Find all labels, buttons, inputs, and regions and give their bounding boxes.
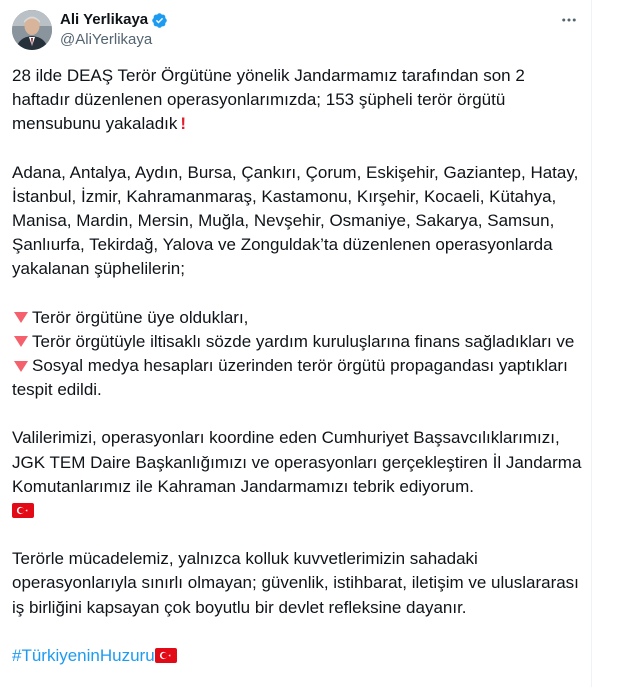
verified-badge-icon	[151, 12, 168, 29]
turkey-flag-icon	[155, 648, 177, 663]
red-triangle-down-icon	[14, 361, 28, 372]
display-name[interactable]: Ali Yerlikaya	[60, 11, 149, 28]
bullet-item	[12, 306, 582, 330]
bullet-item	[12, 354, 582, 402]
more-options-icon[interactable]	[559, 10, 579, 30]
red-triangle-down-icon	[14, 312, 28, 323]
hashtag-link[interactable]: #TürkiyeninHuzuru	[12, 645, 155, 665]
avatar[interactable]	[12, 10, 52, 50]
paragraph-congrats	[12, 426, 582, 523]
post-text	[12, 64, 582, 668]
paragraph-intro-text: 28 ilde DEAŞ Terör Örgütüne yönelik Jandarmamız tarafından son 2 haftadır düzenlenen operasyonlarımızda; 153 şüpheli terör örgütü mensubunu yakaladık	[12, 66, 525, 134]
bullet-text: Sosyal medya hesapları üzerinden terör örgütü propagandası yaptıkları tespit edildi.	[12, 356, 568, 400]
bullet-text: Terör örgütüne üye oldukları,	[32, 307, 249, 327]
red-exclamation-icon: !	[180, 114, 187, 134]
hashtag-line	[12, 644, 582, 668]
paragraph-congrats-text: Valilerimizi, operasyonları koordine eden Cumhuriyet Başsavcılıklarımızı, JGK TEM Daire Başkanlığımızı ve operasyonları gerçekleştiren İl Jandarma Komutanlarımız ile Kahraman Jandarmamızı tebrik ediyorum.	[12, 428, 582, 496]
paragraph-intro	[12, 64, 582, 137]
paragraph-provinces: Adana, Antalya, Aydın, Bursa, Çankırı, Çorum, Eskişehir, Gaziantep, Hatay, İstanbul, İzmir, Kahramanmaraş, Kastamonu, Kırşehir, Kocaeli, Kütahya, Manisa, Mardin, Mersin, Muğla, Nevşehir, Osmaniye, Sakarya, Samsun, Şanlıurfa, Tekirdağ, Yalova ve Zonguldak’ta düzenlenen operasyonlarda yakalanan şüphelilerin;	[12, 162, 579, 279]
post-header	[12, 10, 591, 50]
red-triangle-down-icon	[14, 336, 28, 347]
name-row	[60, 10, 168, 30]
bullet-item	[12, 330, 582, 354]
turkey-flag-icon	[12, 503, 34, 518]
handle[interactable]: @AliYerlikaya	[60, 31, 153, 48]
paragraph-closing: Terörle mücadelemiz, yalnızca kolluk kuvvetlerimizin sahadaki operasyonlarıyla sınırlı olmayan; güvenlik, istihbarat, iletişim ve uluslararası iş birliğini kapsayan çok boyutlu bir devlet refleksine dayanır.	[12, 549, 579, 617]
bullet-text: Terör örgütüyle iltisaklı sözde yardım kuruluşlarına finans sağladıkları ve	[32, 331, 575, 351]
